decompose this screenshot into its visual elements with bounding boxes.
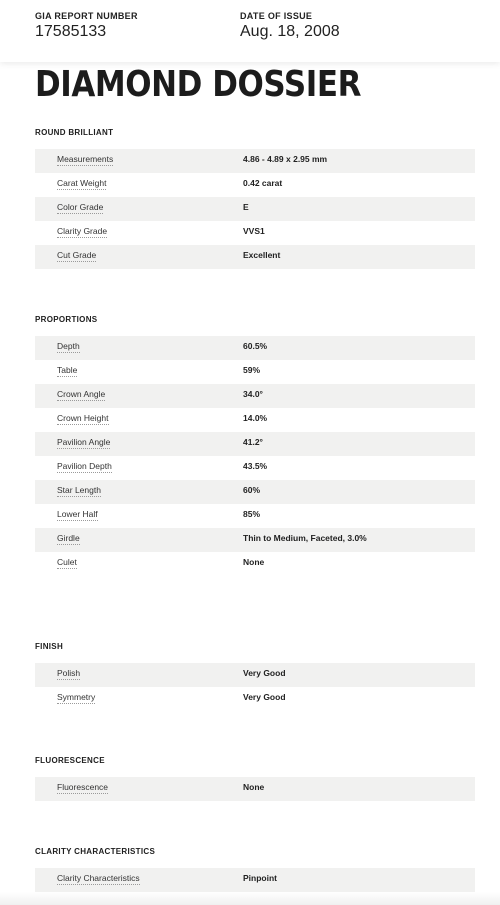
spec-value: 14.0%: [243, 413, 268, 423]
section-heading: FLUORESCENCE: [35, 756, 105, 765]
spec-row: [35, 504, 475, 528]
section-proportions: [35, 312, 475, 576]
report-number-label: GIA REPORT NUMBER: [35, 11, 138, 21]
spec-value: 60.5%: [243, 341, 268, 351]
section-clarity-characteristics: [35, 844, 475, 892]
spec-list: [35, 336, 475, 576]
date-of-issue-value: Aug. 18, 2008: [240, 23, 340, 40]
spec-value: None: [243, 557, 265, 567]
date-of-issue-label: DATE OF ISSUE: [240, 11, 313, 21]
section-round-brilliant: [35, 125, 475, 269]
spec-label-link[interactable]: Crown Angle: [57, 389, 106, 399]
spec-list: [35, 663, 475, 711]
spec-value: VVS1: [243, 226, 265, 236]
spec-row: [35, 687, 475, 711]
spec-label-link[interactable]: Polish: [57, 668, 81, 678]
spec-label-link[interactable]: Color Grade: [57, 202, 104, 212]
spec-row: [35, 432, 475, 456]
spec-row: [35, 663, 475, 687]
spec-label-link[interactable]: Crown Height: [57, 413, 109, 423]
spec-list: [35, 149, 475, 269]
spec-row: [35, 149, 475, 173]
spec-value: Very Good: [243, 692, 286, 702]
spec-label-link[interactable]: Star Length: [57, 485, 101, 495]
spec-label-link[interactable]: Table: [57, 365, 78, 375]
spec-value: 59%: [243, 365, 261, 375]
spec-value: 0.42 carat: [243, 178, 283, 188]
spec-value: Thin to Medium, Faceted, 3.0%: [243, 533, 367, 543]
spec-row: [35, 221, 475, 245]
spec-list: [35, 777, 475, 801]
spec-label-link[interactable]: Pavilion Angle: [57, 437, 111, 447]
spec-value: Excellent: [243, 250, 281, 260]
spec-label-link[interactable]: Cut Grade: [57, 250, 97, 260]
spec-value: 43.5%: [243, 461, 268, 471]
date-of-issue-block: [240, 11, 340, 41]
report-number-value: 17585133: [35, 23, 107, 40]
spec-row: [35, 197, 475, 221]
spec-row: [35, 456, 475, 480]
spec-label-link[interactable]: Symmetry: [57, 692, 96, 702]
spec-row: [35, 408, 475, 432]
spec-value: Very Good: [243, 668, 286, 678]
spec-value: E: [243, 202, 249, 212]
spec-label-link[interactable]: Fluorescence: [57, 782, 109, 792]
spec-value: None: [243, 782, 265, 792]
spec-label-link[interactable]: Girdle: [57, 533, 80, 543]
spec-row: [35, 480, 475, 504]
section-heading: CLARITY CHARACTERISTICS: [35, 847, 156, 856]
section-heading: FINISH: [35, 642, 64, 651]
spec-label-link[interactable]: Carat Weight: [57, 178, 107, 188]
spec-label-link[interactable]: Depth: [57, 341, 80, 351]
report-header: [0, 0, 500, 62]
spec-row: [35, 777, 475, 801]
spec-value: 85%: [243, 509, 261, 519]
spec-row: [35, 336, 475, 360]
section-finish: [35, 639, 475, 711]
spec-list: [35, 868, 475, 892]
spec-value: 60%: [243, 485, 261, 495]
spec-label-link[interactable]: Clarity Characteristics: [57, 873, 140, 883]
spec-row: [35, 245, 475, 269]
report-number-block: [35, 11, 138, 41]
spec-value: Pinpoint: [243, 873, 277, 883]
section-heading: PROPORTIONS: [35, 315, 98, 324]
bottom-fade: [0, 892, 500, 905]
section-fluorescence: [35, 753, 475, 801]
spec-label-link[interactable]: Pavilion Depth: [57, 461, 112, 471]
spec-row: [35, 360, 475, 384]
spec-value: 41.2°: [243, 437, 263, 447]
spec-row: [35, 173, 475, 197]
spec-value: 34.0°: [243, 389, 263, 399]
spec-row: [35, 552, 475, 576]
spec-row: [35, 868, 475, 892]
spec-label-link[interactable]: Measurements: [57, 154, 114, 164]
spec-label-link[interactable]: Culet: [57, 557, 77, 567]
spec-row: [35, 528, 475, 552]
page-title: DIAMOND DOSSIER: [35, 64, 361, 105]
section-heading: ROUND BRILLIANT: [35, 128, 114, 137]
spec-label-link[interactable]: Lower Half: [57, 509, 98, 519]
spec-value: 4.86 - 4.89 x 2.95 mm: [243, 154, 328, 164]
spec-row: [35, 384, 475, 408]
spec-label-link[interactable]: Clarity Grade: [57, 226, 108, 236]
